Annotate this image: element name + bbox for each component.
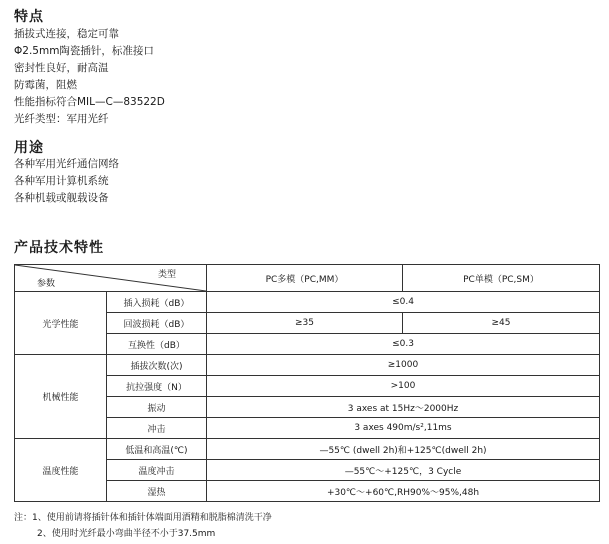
feature-item: 插拔式连接，稳定可靠 [14,28,119,40]
use-item: 各种机载或舰载设备 [14,192,109,204]
group-mechanical: 机械性能 [15,355,107,439]
param-cell: 冲击 [107,418,207,439]
header-col-mm: PC多模（PC,MM） [207,265,403,292]
note-item [14,510,272,526]
param-cell: 低温和高温(℃) [107,439,207,460]
features-list [14,26,165,128]
param-cell: 温度冲击 [107,460,207,481]
feature-item: 性能指标符合MIL—C—83522D [14,96,165,108]
value-cell: 3 axes at 15Hz～2000Hz [207,397,600,418]
value-cell-mm: ≥35 [207,313,403,334]
table-row [15,439,600,460]
value-cell-sm: ≥45 [403,313,600,334]
feature-item: Φ2.5mm陶瓷插针，标准接口 [14,45,154,57]
header-param-label: 参数 [37,279,56,289]
use-item: 各种军用计算机系统 [14,175,109,187]
table-header-row [15,265,600,292]
table-row [15,292,600,313]
group-optical: 光学性能 [15,292,107,355]
feature-item: 光纤类型：军用光纤 [14,113,109,125]
value-cell: ≥1000 [207,355,600,376]
group-temperature: 温度性能 [15,439,107,502]
value-cell: 3 axes 490m/s²,11ms [207,418,600,439]
param-cell: 湿热 [107,481,207,502]
feature-item: 防霉菌，阻燃 [14,79,77,91]
param-cell: 回波损耗（dB） [107,313,207,334]
value-cell: ≤0.3 [207,334,600,355]
value-cell: —55℃～+125℃，3 Cycle [207,460,600,481]
feature-item: 密封性良好，耐高温 [14,62,109,74]
spec-table [14,264,600,502]
note-item: 2、使用时光纤最小弯曲半径不小于37.5mm [37,529,216,539]
param-cell: 互换性（dB） [107,334,207,355]
specs-title: 产品技术特性 [14,240,104,256]
param-cell: 振动 [107,397,207,418]
uses-list [14,156,119,207]
note-text: 1、使用前请将插针体和插针体端面用酒精和脱脂棉清洗干净 [32,513,272,523]
table-row [15,355,600,376]
use-item: 各种军用光纤通信网络 [14,158,119,170]
header-col-sm: PC单模（PC,SM） [403,265,600,292]
value-cell: ≤0.4 [207,292,600,313]
param-cell: 抗拉强度（N） [107,376,207,397]
param-cell: 插拔次数(次) [107,355,207,376]
value-cell: —55℃ (dwell 2h)和+125℃(dwell 2h) [207,439,600,460]
notes-prefix: 注： [14,513,33,523]
param-cell: 插入损耗（dB） [107,292,207,313]
uses-title: 用途 [14,140,44,156]
header-type-label: 类型 [157,270,176,280]
value-cell: >100 [207,376,600,397]
features-title: 特点 [14,9,44,25]
notes-list [14,510,272,542]
header-corner-cell [15,265,207,292]
value-cell: +30℃～+60℃,RH90%～95%,48h [207,481,600,502]
